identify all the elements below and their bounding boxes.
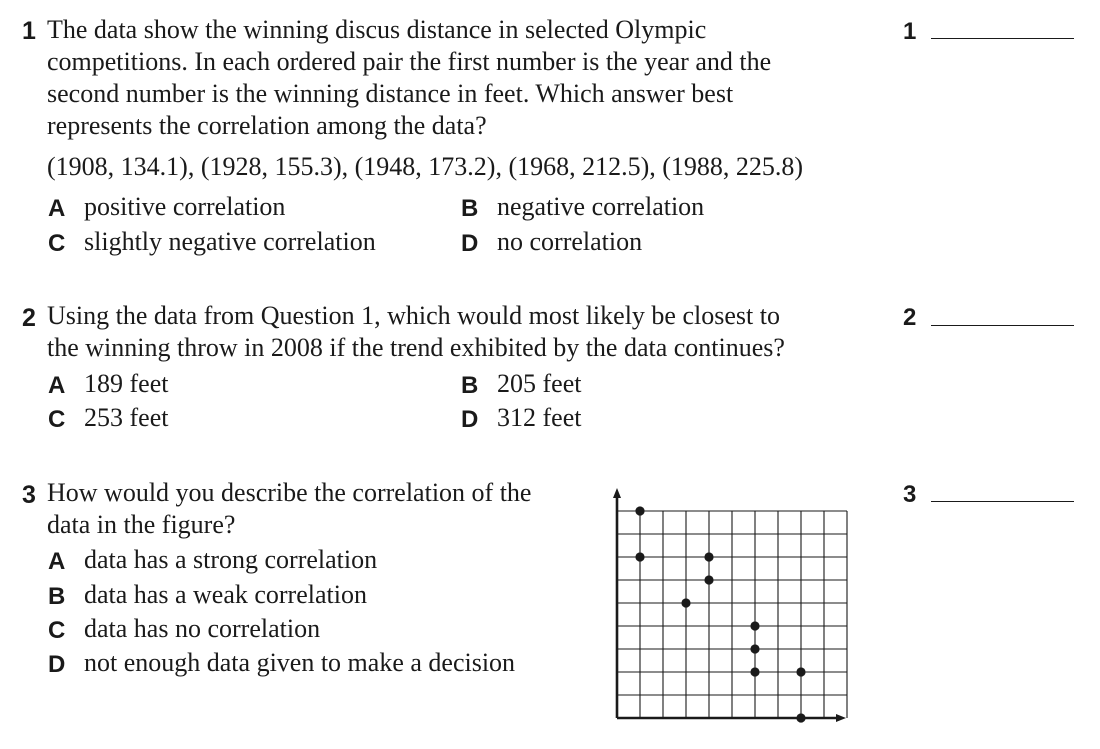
choice-letter[interactable]: C	[48, 617, 66, 644]
answer-line[interactable]	[931, 38, 1074, 39]
choice-letter[interactable]: C	[48, 406, 66, 433]
choice-text[interactable]: negative correlation	[497, 192, 705, 221]
question-text-line: data in the figure?	[47, 510, 236, 539]
choice-text[interactable]: slightly negative correlation	[84, 227, 376, 256]
answer-line[interactable]	[931, 325, 1074, 326]
answer-blank-number: 2	[903, 304, 917, 331]
grid-lines	[617, 511, 847, 718]
choice-text[interactable]: positive correlation	[84, 192, 286, 221]
choice-text[interactable]: no correlation	[497, 227, 643, 256]
data-point	[750, 667, 759, 676]
data-point	[635, 552, 644, 561]
answer-line[interactable]	[931, 501, 1074, 502]
choice-letter[interactable]: B	[48, 583, 66, 610]
question-text-line: the winning throw in 2008 if the trend exhibited by the data continues?	[47, 333, 785, 362]
choice-text[interactable]: data has no correlation	[84, 614, 321, 643]
choice-text[interactable]: 205 feet	[497, 369, 582, 398]
answer-blank-number: 3	[903, 481, 917, 508]
choice-letter[interactable]: D	[48, 651, 66, 678]
data-point	[681, 598, 690, 607]
choice-letter[interactable]: C	[48, 230, 66, 257]
choice-letter[interactable]: B	[461, 372, 479, 399]
data-point	[796, 713, 805, 722]
choice-text[interactable]: not enough data given to make a decision	[84, 648, 516, 677]
question-text-line: competitions. In each ordered pair the first number is the year and the	[47, 47, 772, 76]
axes	[613, 488, 846, 722]
choice-letter[interactable]: D	[461, 230, 479, 257]
choice-text[interactable]: data has a weak correlation	[84, 580, 367, 609]
question-number: 1	[22, 17, 36, 45]
data-point	[750, 644, 759, 653]
question-text-line: How would you describe the correlation of the	[47, 478, 532, 507]
ordered-pairs: (1908, 134.1), (1928, 155.3), (1948, 173.2), (1968, 212.5), (1988, 225.8)	[47, 152, 804, 181]
choice-text[interactable]: 312 feet	[497, 403, 582, 432]
scatter-plot	[606, 484, 856, 730]
data-point	[704, 575, 713, 584]
choice-letter[interactable]: A	[48, 548, 66, 575]
y-axis-arrow	[613, 488, 621, 498]
x-axis-arrow	[836, 714, 846, 722]
question-text-line: second number is the winning distance in feet. Which answer best	[47, 79, 734, 108]
question-text-line: The data show the winning discus distance in selected Olympic	[47, 15, 707, 44]
data-point	[635, 506, 644, 515]
question-text-line: Using the data from Question 1, which would most likely be closest to	[47, 301, 780, 330]
choice-letter[interactable]: A	[48, 195, 66, 222]
choice-letter[interactable]: D	[461, 406, 479, 433]
data-point	[704, 552, 713, 561]
choice-letter[interactable]: A	[48, 372, 66, 399]
choice-text[interactable]: 189 feet	[84, 369, 169, 398]
choice-text[interactable]: data has a strong correlation	[84, 545, 378, 574]
choice-text[interactable]: 253 feet	[84, 403, 169, 432]
data-point	[796, 667, 805, 676]
choice-letter[interactable]: B	[461, 195, 479, 222]
question-text-line: represents the correlation among the data?	[47, 111, 487, 140]
data-points	[635, 506, 805, 722]
answer-blank-number: 1	[903, 18, 917, 45]
question-number: 3	[22, 481, 36, 509]
question-number: 2	[22, 304, 36, 332]
data-point	[750, 621, 759, 630]
